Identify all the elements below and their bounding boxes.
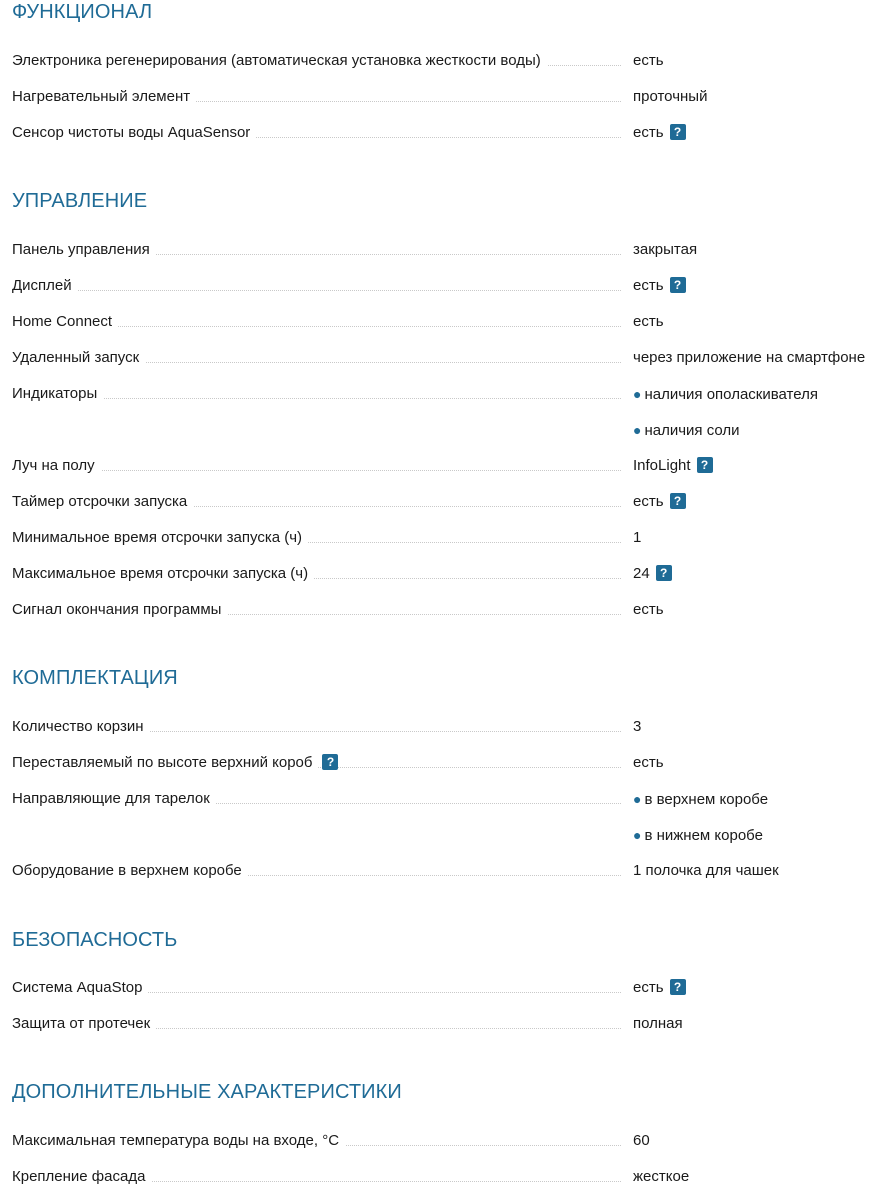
spec-label: Направляющие для тарелок <box>12 788 621 810</box>
spec-value: 60 <box>633 1132 650 1149</box>
section-title: ФУНКЦИОНАЛ <box>12 1 153 23</box>
spec-value: ● наличия ополаскивателя <box>633 386 818 403</box>
spec-row <box>0 1166 889 1202</box>
help-icon[interactable]: ? <box>697 457 713 473</box>
spec-label: Сенсор чистоты воды AquaSensor <box>12 122 621 144</box>
spec-label: Панель управления <box>12 239 621 261</box>
spec-value: проточный <box>633 88 708 105</box>
spec-row <box>0 50 889 86</box>
spec-row <box>0 383 889 419</box>
bullet-icon: ● <box>633 791 642 807</box>
spec-row <box>0 563 889 599</box>
help-icon[interactable]: ? <box>322 754 338 770</box>
spec-label: Удаленный запуск <box>12 347 621 369</box>
spec-value: есть ? <box>633 122 889 144</box>
spec-value: полная <box>633 1015 683 1032</box>
spec-row <box>0 1130 889 1166</box>
spec-value: есть ? <box>633 275 889 297</box>
section-title: ДОПОЛНИТЕЛЬНЫЕ ХАРАКТЕРИСТИКИ <box>12 1081 402 1103</box>
section-title: БЕЗОПАСНОСТЬ <box>12 929 178 951</box>
spec-label: Дисплей <box>12 275 621 297</box>
spec-label: Количество корзин <box>12 716 621 738</box>
spec-value: жесткое <box>633 1168 690 1185</box>
spec-row <box>0 86 889 122</box>
spec-label: Система AquaStop <box>12 977 621 999</box>
spec-label: Защита от протечек <box>12 1013 621 1035</box>
spec-label: Минимальное время отсрочки запуска (ч) <box>12 527 621 549</box>
spec-value: ● в верхнем коробе <box>633 791 769 808</box>
spec-row <box>0 455 889 491</box>
spec-label: Луч на полу <box>12 455 621 477</box>
spec-value: есть <box>633 754 664 771</box>
spec-value: ● в нижнем коробе <box>633 827 763 844</box>
bullet-icon: ● <box>633 422 642 438</box>
spec-row <box>0 275 889 311</box>
spec-value: есть <box>633 601 664 618</box>
spec-label: Оборудование в верхнем коробе <box>12 860 621 882</box>
spec-label: Сигнал окончания программы <box>12 599 621 621</box>
help-icon[interactable]: ? <box>670 277 686 293</box>
spec-label: Индикаторы <box>12 383 621 405</box>
spec-label: Электроника регенерирования (автоматическая установка жесткости воды) <box>12 50 621 72</box>
spec-value: 1 полочка для чашек <box>633 862 779 879</box>
bullet-icon: ● <box>633 386 642 402</box>
spec-label: Максимальное время отсрочки запуска (ч) <box>12 563 621 585</box>
spec-value: есть <box>633 52 664 69</box>
spec-row <box>0 527 889 563</box>
spec-value: 24 ? <box>633 563 889 585</box>
spec-row <box>0 347 889 383</box>
section-title: КОМПЛЕКТАЦИЯ <box>12 667 178 689</box>
spec-row <box>0 860 889 896</box>
spec-value: есть ? <box>633 491 889 513</box>
bullet-icon: ● <box>633 827 642 843</box>
spec-label: Нагревательный элемент <box>12 86 621 108</box>
help-icon[interactable]: ? <box>656 565 672 581</box>
spec-row <box>0 788 889 824</box>
spec-row <box>0 419 889 455</box>
help-icon[interactable]: ? <box>670 493 686 509</box>
spec-row <box>0 599 889 635</box>
spec-row <box>0 239 889 275</box>
spec-value: 1 <box>633 529 642 546</box>
spec-value: есть <box>633 313 664 330</box>
spec-value: 3 <box>633 718 642 735</box>
help-icon[interactable]: ? <box>670 979 686 995</box>
spec-row <box>0 824 889 860</box>
spec-label: Переставляемый по высоте верхний короб ? <box>12 752 621 774</box>
spec-row <box>0 977 889 1013</box>
spec-row <box>0 1013 889 1049</box>
spec-value: ● наличия соли <box>633 422 740 439</box>
spec-row <box>0 716 889 752</box>
spec-value: есть ? <box>633 977 889 999</box>
spec-label: Максимальная температура воды на входе, °C <box>12 1130 621 1152</box>
spec-label: Крепление фасада <box>12 1166 621 1188</box>
section-title: УПРАВЛЕНИЕ <box>12 190 148 212</box>
spec-label: Таймер отсрочки запуска <box>12 491 621 513</box>
help-icon[interactable]: ? <box>670 124 686 140</box>
spec-row <box>0 491 889 527</box>
spec-row <box>0 122 889 158</box>
spec-value: через приложение на смартфоне <box>633 349 866 366</box>
spec-row <box>0 311 889 347</box>
spec-row <box>0 752 889 788</box>
spec-value: InfoLight ? <box>633 455 889 477</box>
spec-value: закрытая <box>633 241 698 258</box>
spec-label: Home Connect <box>12 311 621 333</box>
